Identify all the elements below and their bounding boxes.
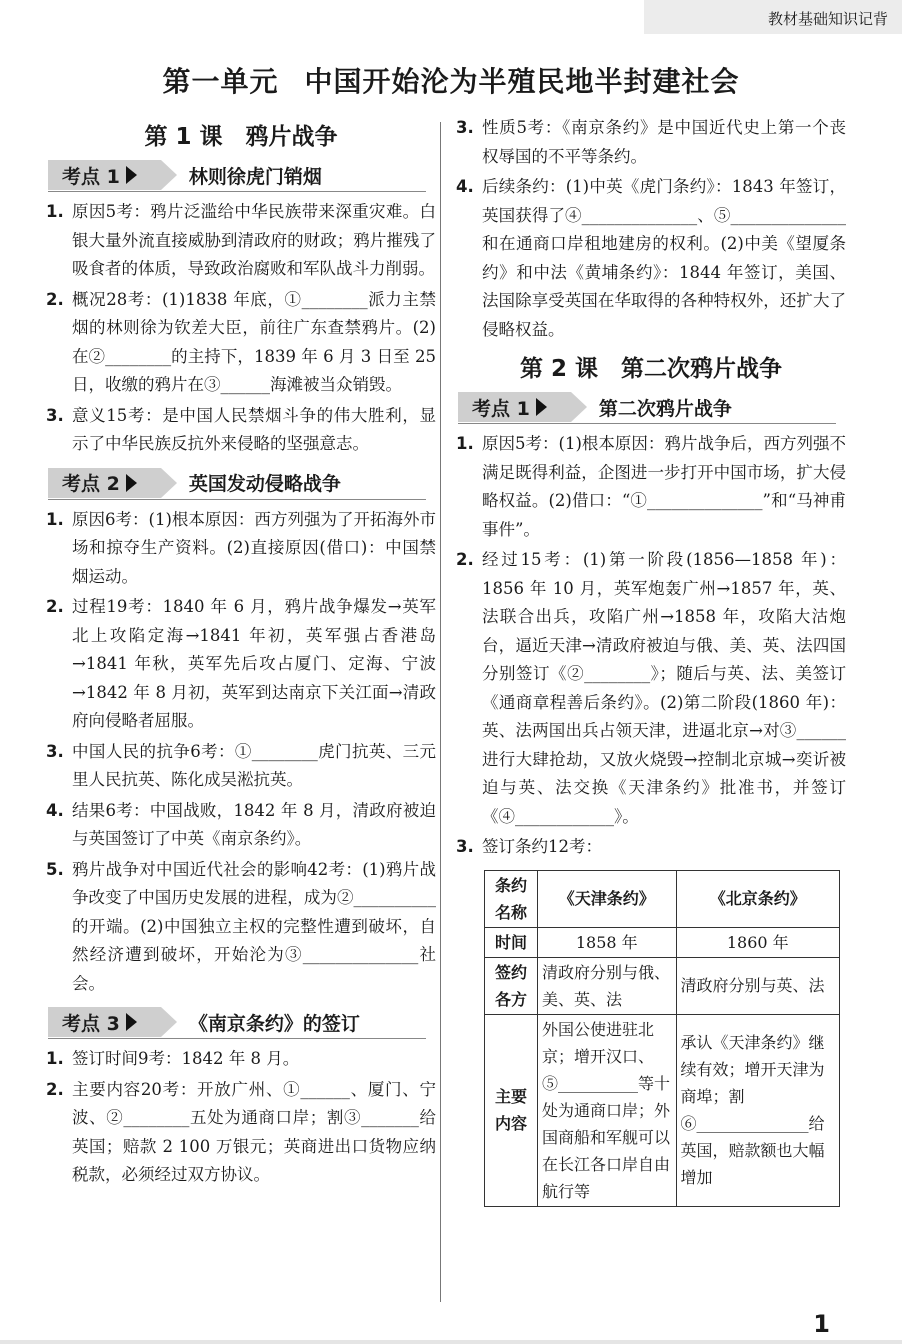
section-header	[48, 1006, 426, 1039]
play-arrow-icon	[126, 166, 137, 184]
table-cell: 1860 年	[676, 927, 840, 957]
item-number: 3.	[456, 118, 474, 137]
unit-number: 第一单元	[162, 65, 279, 98]
table-row-label: 签约各方	[485, 957, 538, 1014]
item-number: 2.	[456, 550, 474, 569]
table-header-cell: 《北京条约》	[676, 870, 840, 927]
list-item	[46, 738, 436, 795]
list-item	[456, 546, 846, 831]
item-text: 签订时间9考：1842 年 8 月。	[72, 1049, 300, 1068]
item-number: 2.	[46, 289, 64, 309]
table-cell: 1858 年	[538, 927, 677, 957]
item-text: 意义15考：是中国人民禁烟斗争的伟大胜利，显示了中华民族反抗外来侵略的坚强意志。	[72, 405, 436, 453]
list-item	[46, 797, 436, 854]
item-number: 3.	[46, 405, 64, 425]
section-header	[458, 391, 836, 424]
table-row-label: 主要内容	[485, 1014, 538, 1206]
item-text: 经过15考：(1)第一阶段(1856—1858 年)：1856 年 10 月，英军炮轰广州→1857 年，英、法联合出兵，攻陷广州→1858 年，攻陷大沽炮台，逼近天津→清政府被迫与俄、美、英、法四国分别签订《②________》；随后与英、法、美签订《通商章程善后条约》。(2)第二阶段(1860 年)：英、法两国出兵占领天津，进逼北京→对③______进行大肆抢劫，又放火烧毁→控制北京城→奕䜣被迫与英、法交换《天津条约》批准书，并签订《④____________》。	[482, 550, 846, 826]
section-tag	[48, 1007, 161, 1037]
table-header-cell: 《天津条约》	[538, 870, 677, 927]
page-number: 1	[813, 1310, 830, 1338]
item-text: 主要内容20考：开放广州、①______、厦门、宁波、②________五处为通商口岸；割③_______给英国；赔款 2 100 万银元；英商进出口货物应纳税款，必须经过双方协议。	[72, 1079, 436, 1184]
unit-name: 中国开始沦为半殖民地半封建社会	[304, 65, 740, 98]
item-number: 4.	[46, 800, 64, 820]
list-item	[456, 833, 846, 862]
list-item	[46, 402, 436, 459]
unit-title	[0, 60, 902, 100]
item-number: 1.	[46, 202, 64, 221]
section-tag-label: 考点 1	[62, 165, 120, 188]
list-item	[456, 173, 846, 344]
bottom-band	[0, 1340, 902, 1344]
column-divider	[440, 122, 441, 1302]
treaty-table	[484, 870, 840, 1207]
table-row	[485, 957, 840, 1014]
table-cell: 外国公使进驻北京；增开汉口、⑤__________等十处为通商口岸；外国商船和军舰可以在长江各口岸自由航行等	[538, 1014, 677, 1206]
item-text: 中国人民的抗争6考：①________虎门抗英、三元里人民抗英、陈化成吴淞抗英。	[72, 741, 436, 789]
lesson-title: 第 2 课 第二次鸦片战争	[519, 356, 783, 382]
table-cell: 清政府分别与英、法	[676, 957, 840, 1014]
table-cell: 清政府分别与俄、美、英、法	[538, 957, 677, 1014]
item-text: 原因5考：鸦片泛滥给中华民族带来深重灾难。白银大量外流直接威胁到清政府的财政；鸦片摧残了吸食者的体质，导致政治腐败和军队战斗力削弱。	[72, 202, 436, 278]
list-item	[456, 430, 846, 544]
header-tag: 教材基础知识记背	[767, 10, 888, 28]
item-number: 2.	[46, 1079, 64, 1099]
table-row-label: 时间	[485, 927, 538, 957]
play-arrow-icon	[126, 474, 137, 492]
item-text: 概况28考：(1)1838 年底，①________派力主禁烟的林则徐为钦差大臣，前往广东查禁鸦片。(2)在②________的主持下，1839 年 6 月 3 日至 25 日，收缴的鸦片在③______海滩被当众销毁。	[72, 289, 436, 394]
item-number: 2.	[46, 597, 64, 616]
left-column	[46, 112, 436, 1192]
play-arrow-icon	[536, 398, 547, 416]
table-header-cell: 条约名称	[485, 870, 538, 927]
section-title: 第二次鸦片战争	[598, 397, 732, 420]
section-title: 林则徐虎门销烟	[188, 165, 322, 188]
item-number: 3.	[456, 837, 474, 856]
list-item	[46, 1045, 436, 1074]
item-text: 签订条约12考：	[482, 837, 602, 856]
item-number: 1.	[46, 509, 64, 529]
item-text: 结果6考：中国战败，1842 年 8 月，清政府被迫与英国签订了中英《南京条约》。	[72, 800, 436, 848]
section-tag-label: 考点 1	[472, 397, 530, 420]
item-text: 鸦片战争对中国近代社会的影响42考：(1)鸦片战争改变了中国历史发展的进程，成为②__________的开端。(2)中国独立主权的完整性遭到破坏，自然经济遭到破坏，开始沦为③______________社会。	[72, 859, 436, 993]
item-text: 过程19考：1840 年 6 月，鸦片战争爆发→英军北上攻陷定海→1841 年初，英军强占香港岛→1841 年秋，英军先后攻占厦门、定海、宁波→1842 年 8 月初，英军到达南京下关江面→清政府向侵略者屈服。	[72, 597, 436, 730]
section-tag-label: 考点 2	[62, 473, 120, 495]
section-tag-label: 考点 3	[62, 1012, 120, 1035]
list-item	[46, 1076, 436, 1190]
section-tag	[458, 392, 571, 422]
section-title: 《南京条约》的签订	[188, 1012, 360, 1035]
right-column	[456, 112, 846, 1207]
item-text: 原因6考：(1)根本原因：西方列强为了开拓海外市场和掠夺生产资料。(2)直接原因(借口)：中国禁烟运动。	[72, 509, 436, 586]
section-tag	[48, 468, 161, 498]
item-number: 4.	[456, 177, 474, 196]
list-item	[456, 114, 846, 171]
list-item	[46, 593, 436, 736]
item-text: 性质5考：《南京条约》是中国近代史上第一个丧权辱国的不平等条约。	[482, 118, 846, 166]
list-item	[46, 198, 436, 284]
item-text: 后续条约：(1)中英《虎门条约》：1843 年签订，英国获得了④______________、⑤______________和在通商口岸租地建房的权利。(2)中美《望厦条约》和中法《黄埔条约》：1844 年签订，美国、法国除享受英国在华取得的各种特权外，还扩大了侵略权益。	[482, 177, 846, 339]
list-item	[46, 506, 436, 592]
section-header	[48, 467, 426, 500]
item-number: 3.	[46, 741, 64, 761]
table-row	[485, 1014, 840, 1206]
play-arrow-icon	[126, 1013, 137, 1031]
section-tag	[48, 160, 161, 190]
table-row	[485, 870, 840, 927]
lesson-title: 第 1 课 鸦片战争	[144, 124, 338, 150]
item-number: 5.	[46, 859, 64, 879]
section-title: 英国发动侵略战争	[188, 473, 341, 495]
item-text: 原因5考：(1)根本原因：鸦片战争后，西方列强不满足既得利益，企图进一步打开中国市场，扩大侵略权益。(2)借口：“①______________”和“马神甫事件”。	[482, 434, 846, 539]
section-header	[48, 159, 426, 192]
item-number: 1.	[46, 1049, 64, 1068]
table-row	[485, 927, 840, 957]
table-cell: 承认《天津条约》继续有效；增开天津为商埠；割⑥______________给英国，赔款额也大幅增加	[676, 1014, 840, 1206]
list-item	[46, 286, 436, 400]
list-item	[46, 856, 436, 999]
item-number: 1.	[456, 434, 474, 453]
